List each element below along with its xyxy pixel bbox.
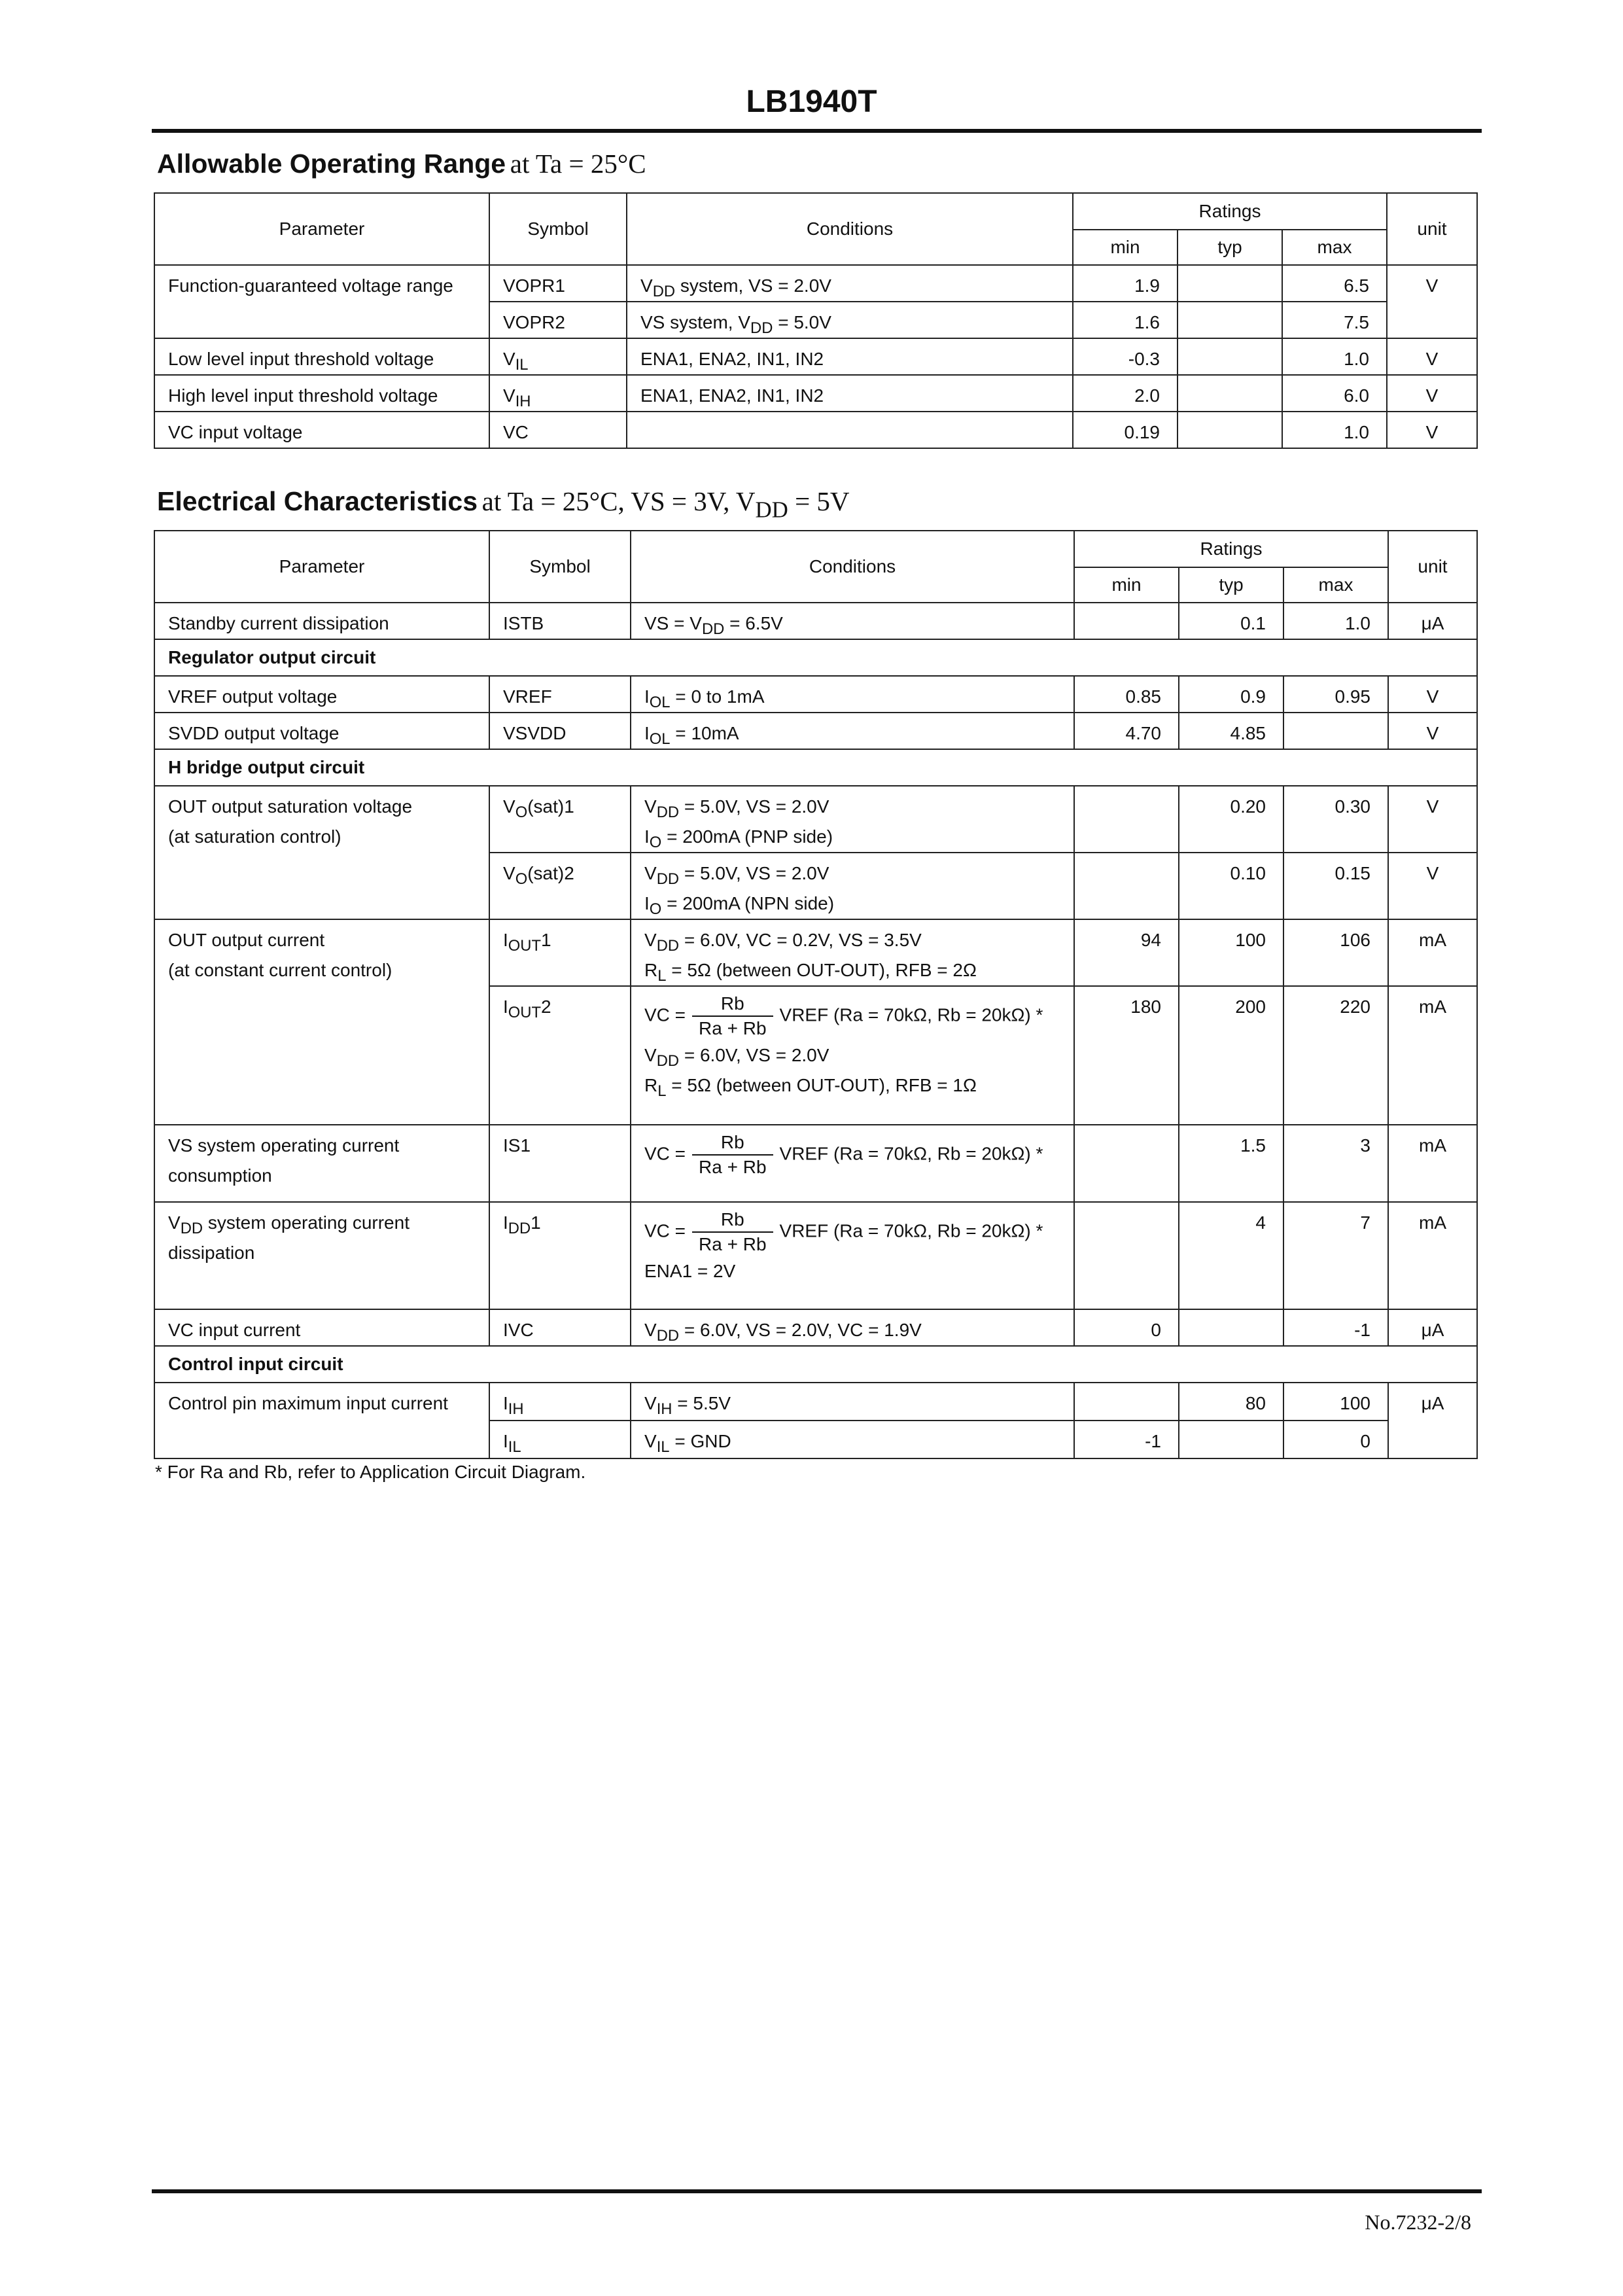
cell-unit: V bbox=[1387, 375, 1477, 412]
cell-conditions: VS = $V_{DD} = 6.5V$ bbox=[631, 603, 1074, 639]
cell-max: 6.5 bbox=[1282, 265, 1387, 302]
table-row bbox=[154, 1202, 1477, 1309]
vc-formula: VC = $\frac{Rb}{Ra + Rb}$ VREF (Ra = 70kΩ, Rb = 20kΩ) * bbox=[644, 992, 1060, 1040]
cell-parameter: Function-guaranteed voltage range bbox=[154, 265, 489, 338]
cell-unit: μA bbox=[1388, 1309, 1477, 1346]
cell-parameter: VREF output voltage bbox=[154, 676, 489, 713]
vc-formula: VC = $\frac{Rb}{Ra + Rb}$ VREF (Ra = 70kΩ, Rb = 20kΩ) * bbox=[644, 1131, 1060, 1179]
cell-unit: V bbox=[1387, 265, 1477, 338]
cell-max: 0.30 bbox=[1283, 786, 1388, 853]
cell-max: 1.0 bbox=[1283, 603, 1388, 639]
cell-conditions: $V_{DD} = 5.0V$, VS = 2.0V $I_O = 200mA$ (NPN side) bbox=[631, 853, 1074, 919]
cell-symbol: $I_{DD}1$ bbox=[489, 1202, 631, 1309]
cell-min: 180 bbox=[1074, 986, 1179, 1125]
cell-symbol: ISTB bbox=[489, 603, 631, 639]
cell-typ bbox=[1178, 338, 1282, 375]
header-ratings: Ratings bbox=[1074, 531, 1388, 567]
cell-symbol: $I_{IL}$ bbox=[489, 1421, 631, 1458]
section-heading-operating-range bbox=[157, 148, 646, 179]
cell-symbol: $V_O(sat)1$ bbox=[489, 786, 631, 853]
cell-conditions: VC = $\frac{Rb}{Ra + Rb}$ VREF (Ra = 70kΩ, Rb = 20kΩ) * $V_{DD} = 6.0V$, VS = 2.0V $R_L = 5\Omega$ (between OUT-OUT), RFB = 1Ω bbox=[631, 986, 1074, 1125]
cell-symbol: VOPR1 bbox=[489, 265, 627, 302]
cell-symbol: IS1 bbox=[489, 1125, 631, 1202]
cell-max bbox=[1283, 713, 1388, 749]
cell-typ: 1.5 bbox=[1179, 1125, 1283, 1202]
cell-min bbox=[1074, 853, 1179, 919]
header-symbol: Symbol bbox=[489, 193, 627, 265]
header-max: max bbox=[1282, 230, 1387, 265]
header-conditions: Conditions bbox=[627, 193, 1073, 265]
cell-conditions: $V_{DD} = 6.0V$, VS = 2.0V, VC = 1.9V bbox=[631, 1309, 1074, 1346]
cell-min: 94 bbox=[1074, 919, 1179, 986]
cell-min: 0 bbox=[1074, 1309, 1179, 1346]
section-condition: at Ta = 25°C bbox=[510, 149, 646, 179]
cell-parameter: VS system operating current consumption bbox=[154, 1125, 489, 1202]
cell-unit: V bbox=[1388, 676, 1477, 713]
cell-max: 0.15 bbox=[1283, 853, 1388, 919]
cell-symbol: VREF bbox=[489, 676, 631, 713]
cell-min: 0.19 bbox=[1073, 412, 1178, 448]
cell-max: 106 bbox=[1283, 919, 1388, 986]
cell-unit: mA bbox=[1388, 1125, 1477, 1202]
cell-symbol: $V_O(sat)2$ bbox=[489, 853, 631, 919]
cell-parameter: SVDD output voltage bbox=[154, 713, 489, 749]
table-row bbox=[154, 1309, 1477, 1346]
group-heading: Regulator output circuit bbox=[154, 639, 1477, 676]
section-heading-electrical bbox=[157, 486, 850, 523]
cell-max: 7.5 bbox=[1282, 302, 1387, 338]
cell-min bbox=[1074, 1125, 1179, 1202]
section-title: Electrical Characteristics bbox=[157, 486, 478, 516]
table-row bbox=[154, 1383, 1477, 1421]
cell-typ: 80 bbox=[1179, 1383, 1283, 1421]
cell-conditions: $V_{IL}$ = GND bbox=[631, 1421, 1074, 1458]
table-row bbox=[154, 676, 1477, 713]
cell-typ bbox=[1178, 375, 1282, 412]
cell-max: 7 bbox=[1283, 1202, 1388, 1309]
electrical-characteristics-table bbox=[154, 530, 1478, 1459]
header-unit: unit bbox=[1388, 531, 1477, 603]
cell-max: 3 bbox=[1283, 1125, 1388, 1202]
cell-typ: 0.20 bbox=[1179, 786, 1283, 853]
cell-max: 220 bbox=[1283, 986, 1388, 1125]
cell-max: 0.95 bbox=[1283, 676, 1388, 713]
cell-symbol: $V_{IH}$ bbox=[489, 375, 627, 412]
cell-typ: 0.1 bbox=[1179, 603, 1283, 639]
cell-min: 1.9 bbox=[1073, 265, 1178, 302]
cell-conditions: ENA1, ENA2, IN1, IN2 bbox=[627, 375, 1073, 412]
table-row bbox=[154, 919, 1477, 986]
header-parameter: Parameter bbox=[154, 193, 489, 265]
group-heading: Control input circuit bbox=[154, 1346, 1477, 1383]
cell-max: 100 bbox=[1283, 1383, 1388, 1421]
cell-conditions: VS system, $V_{DD} = 5.0V$ bbox=[627, 302, 1073, 338]
cell-min: -1 bbox=[1074, 1421, 1179, 1458]
header-rule bbox=[152, 129, 1482, 133]
cell-symbol: VC bbox=[489, 412, 627, 448]
cell-max: 1.0 bbox=[1282, 412, 1387, 448]
cell-conditions bbox=[627, 412, 1073, 448]
cell-min: 0.85 bbox=[1074, 676, 1179, 713]
cell-max: 6.0 bbox=[1282, 375, 1387, 412]
cell-parameter: High level input threshold voltage bbox=[154, 375, 489, 412]
cell-parameter: Control pin maximum input current bbox=[154, 1383, 489, 1458]
table-row bbox=[154, 338, 1477, 375]
cell-unit: V bbox=[1388, 786, 1477, 853]
cell-min bbox=[1074, 786, 1179, 853]
cell-parameter: VC input current bbox=[154, 1309, 489, 1346]
header-unit: unit bbox=[1387, 193, 1477, 265]
cell-unit: V bbox=[1387, 412, 1477, 448]
cell-symbol: $I_{OUT}1$ bbox=[489, 919, 631, 986]
vc-formula: VC = $\frac{Rb}{Ra + Rb}$ VREF (Ra = 70kΩ, Rb = 20kΩ) * bbox=[644, 1208, 1060, 1256]
cell-typ: 200 bbox=[1179, 986, 1283, 1125]
cell-typ bbox=[1178, 302, 1282, 338]
cell-conditions: VC = $\frac{Rb}{Ra + Rb}$ VREF (Ra = 70kΩ, Rb = 20kΩ) * ENA1 = 2V bbox=[631, 1202, 1074, 1309]
header-max: max bbox=[1283, 567, 1388, 603]
cell-min: -0.3 bbox=[1073, 338, 1178, 375]
table-row bbox=[154, 265, 1477, 302]
header-typ: typ bbox=[1178, 230, 1282, 265]
cell-typ: 4 bbox=[1179, 1202, 1283, 1309]
cell-symbol: $I_{OUT}2$ bbox=[489, 986, 631, 1125]
cell-min: 4.70 bbox=[1074, 713, 1179, 749]
cell-conditions: $V_{DD}$ system, VS = 2.0V bbox=[627, 265, 1073, 302]
cell-conditions bbox=[631, 1125, 1074, 1202]
fraction: $\frac{Rb}{Ra + Rb}$ bbox=[692, 1131, 773, 1179]
header-symbol: Symbol bbox=[489, 531, 631, 603]
cell-min bbox=[1074, 1383, 1179, 1421]
cell-unit: μA bbox=[1388, 1383, 1477, 1458]
group-heading-row bbox=[154, 1346, 1477, 1383]
fraction: $\frac{Rb}{Ra + Rb}$ bbox=[692, 1208, 773, 1256]
cell-symbol: $I_{IH}$ bbox=[489, 1383, 631, 1421]
header-parameter: Parameter bbox=[154, 531, 489, 603]
cell-unit: V bbox=[1387, 338, 1477, 375]
section-title: Allowable Operating Range bbox=[157, 149, 506, 179]
cell-typ bbox=[1178, 412, 1282, 448]
cell-max: 0 bbox=[1283, 1421, 1388, 1458]
cell-typ: 0.9 bbox=[1179, 676, 1283, 713]
cell-typ bbox=[1179, 1421, 1283, 1458]
fraction: $\frac{Rb}{Ra + Rb}$ bbox=[692, 992, 773, 1040]
table-row bbox=[154, 786, 1477, 853]
operating-range-table bbox=[154, 192, 1478, 449]
cell-min bbox=[1074, 1202, 1179, 1309]
cell-min bbox=[1074, 603, 1179, 639]
cell-unit: μA bbox=[1388, 603, 1477, 639]
cell-unit: mA bbox=[1388, 919, 1477, 986]
cell-max: 1.0 bbox=[1282, 338, 1387, 375]
header-typ: typ bbox=[1179, 567, 1283, 603]
table-row bbox=[154, 375, 1477, 412]
cell-unit: V bbox=[1388, 853, 1477, 919]
page-title: LB1940T bbox=[746, 84, 877, 119]
cell-symbol: $V_{IL}$ bbox=[489, 338, 627, 375]
footnote: * For Ra and Rb, refer to Application Circuit Diagram. bbox=[155, 1462, 586, 1482]
group-heading: H bridge output circuit bbox=[154, 749, 1477, 786]
cell-typ: 0.10 bbox=[1179, 853, 1283, 919]
cell-conditions: $I_{OL} = 10mA$ bbox=[631, 713, 1074, 749]
footer-rule bbox=[152, 2189, 1482, 2193]
table-row bbox=[154, 412, 1477, 448]
header-conditions: Conditions bbox=[631, 531, 1074, 603]
page-number: No.7232-2/8 bbox=[1365, 2210, 1471, 2234]
cell-parameter: OUT output current (at constant current control) bbox=[154, 919, 489, 1125]
cell-conditions: $I_{OL} = 0$ to 1mA bbox=[631, 676, 1074, 713]
header-min: min bbox=[1073, 230, 1178, 265]
cell-parameter: $V_{DD}$ system operating current dissipation bbox=[154, 1202, 489, 1309]
table-row bbox=[154, 1125, 1477, 1202]
table-row bbox=[154, 713, 1477, 749]
cell-parameter: Low level input threshold voltage bbox=[154, 338, 489, 375]
cell-typ bbox=[1179, 1309, 1283, 1346]
cell-symbol: VSVDD bbox=[489, 713, 631, 749]
cell-unit: mA bbox=[1388, 1202, 1477, 1309]
cell-min: 2.0 bbox=[1073, 375, 1178, 412]
section-condition: at Ta = 25°C, VS = 3V, $V_{DD} = 5V$ bbox=[481, 486, 850, 523]
header-min: min bbox=[1074, 567, 1179, 603]
cell-typ: 4.85 bbox=[1179, 713, 1283, 749]
cell-symbol: IVC bbox=[489, 1309, 631, 1346]
cell-conditions: $V_{IH} = 5.5V$ bbox=[631, 1383, 1074, 1421]
cell-unit: mA bbox=[1388, 986, 1477, 1125]
cell-symbol: VOPR2 bbox=[489, 302, 627, 338]
table-row bbox=[154, 603, 1477, 639]
cell-typ: 100 bbox=[1179, 919, 1283, 986]
cell-typ bbox=[1178, 265, 1282, 302]
cell-conditions: ENA1, ENA2, IN1, IN2 bbox=[627, 338, 1073, 375]
cell-conditions: $V_{DD} = 6.0V$, VC = 0.2V, VS = 3.5V $R_L = 5\Omega$ (between OUT-OUT), RFB = 2Ω bbox=[631, 919, 1074, 986]
cell-parameter: Standby current dissipation bbox=[154, 603, 489, 639]
cell-conditions: $V_{DD} = 5.0V$, VS = 2.0V $I_O = 200mA$ (PNP side) bbox=[631, 786, 1074, 853]
cell-parameter: OUT output saturation voltage (at saturation control) bbox=[154, 786, 489, 919]
header-ratings: Ratings bbox=[1073, 193, 1387, 230]
group-heading-row bbox=[154, 749, 1477, 786]
cell-min: 1.6 bbox=[1073, 302, 1178, 338]
cell-unit: V bbox=[1388, 713, 1477, 749]
cell-parameter: VC input voltage bbox=[154, 412, 489, 448]
cell-max: -1 bbox=[1283, 1309, 1388, 1346]
group-heading-row bbox=[154, 639, 1477, 676]
